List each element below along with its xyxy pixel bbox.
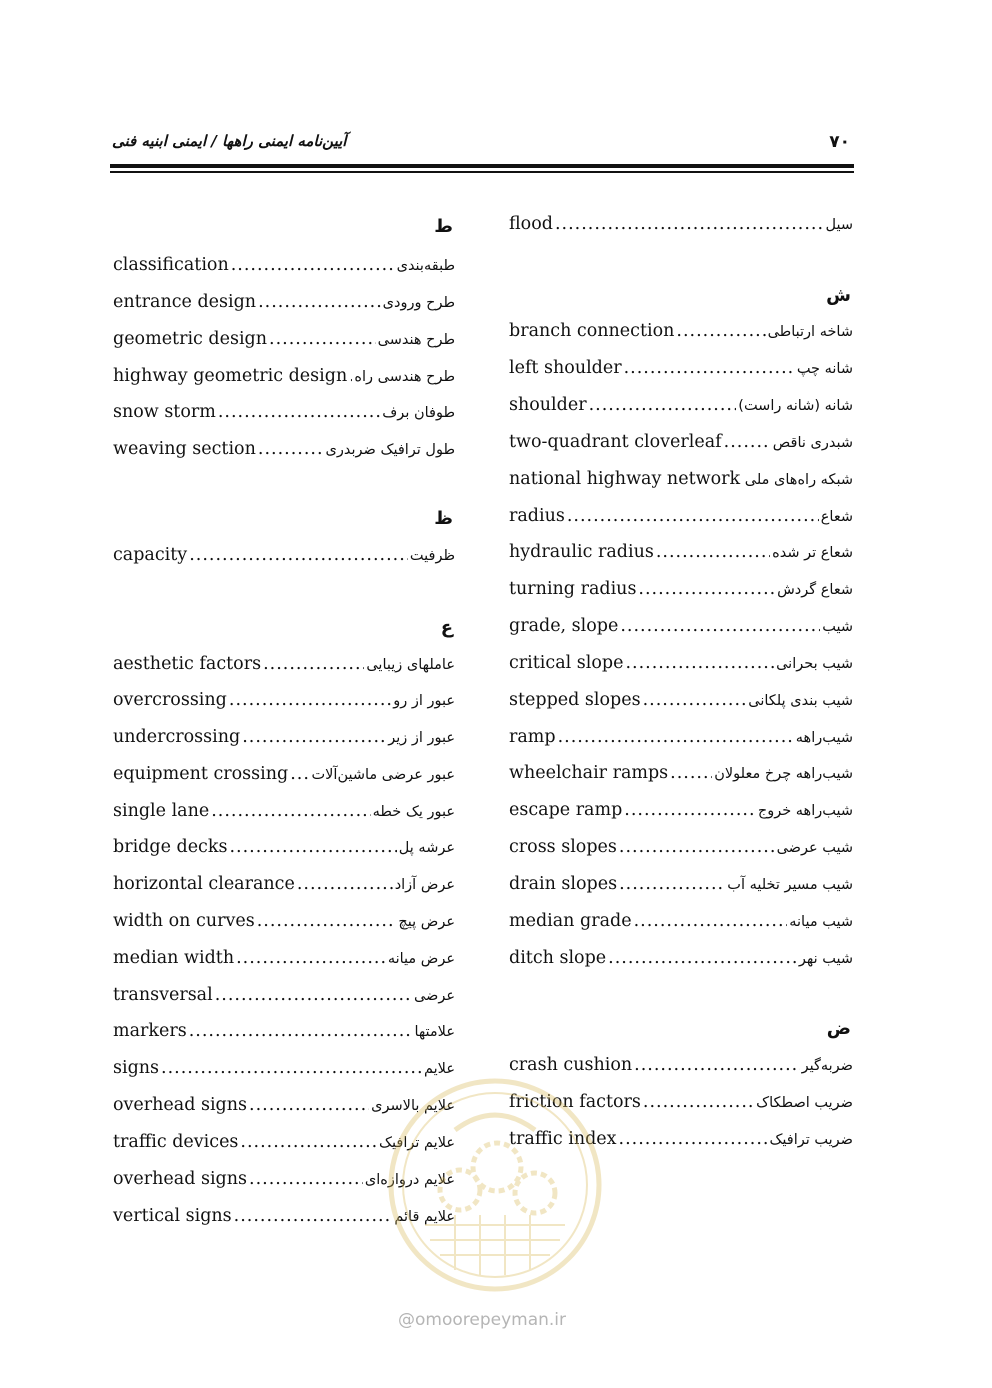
entry-persian: ضریب اصطکاک [756, 1095, 853, 1111]
glossary-entry [113, 727, 455, 753]
entry-persian: عرض میانه [387, 951, 455, 967]
leader-dots [240, 1132, 377, 1152]
entry-persian: علایم دروازه‌ای [364, 1172, 455, 1188]
glossary-entry [113, 1169, 455, 1195]
entry-english: vertical signs [113, 1206, 232, 1226]
entry-english: bridge decks [113, 837, 228, 857]
entry-persian: علایم ترافیک [379, 1135, 455, 1151]
leader-dots [269, 329, 376, 349]
entry-english: single lane [113, 801, 210, 821]
entry-english: cross slopes [509, 837, 617, 857]
glossary-entry [509, 321, 853, 347]
glossary-entry [509, 542, 853, 568]
section-letter: ع [440, 617, 453, 638]
entry-persian: علایم بالاسری [371, 1098, 455, 1114]
leader-dots [608, 948, 797, 968]
page-header [112, 128, 854, 162]
entry-english: overhead signs [113, 1095, 248, 1115]
glossary-entry [509, 214, 853, 240]
entry-persian: شاخه ارتباطی [767, 324, 853, 340]
entry-persian: طول ترافیک ضربدری [325, 442, 455, 458]
glossary-entry [509, 690, 853, 716]
leader-dots [257, 911, 397, 931]
entry-persian: شعاع تر شده [772, 545, 853, 561]
glossary-entry [113, 1058, 455, 1084]
entry-persian: شیب میانه [789, 914, 853, 930]
leader-dots [742, 469, 743, 489]
entry-english: escape ramp [509, 800, 623, 820]
leader-dots [619, 874, 725, 894]
leader-dots [656, 542, 770, 562]
glossary-entry [113, 329, 455, 355]
entry-english: classification [113, 255, 229, 275]
entry-persian: علامتها [414, 1024, 455, 1040]
leader-dots [218, 402, 380, 422]
glossary-entry [113, 1132, 455, 1158]
leader-dots [624, 800, 756, 820]
glossary-entry [509, 432, 853, 458]
section-letter: ض [826, 1018, 851, 1039]
leader-dots [634, 1055, 799, 1075]
entry-persian: شعاع گردش [777, 582, 853, 598]
glossary-entry [113, 801, 455, 827]
page-number: ۷۰ [829, 132, 850, 152]
leader-dots [231, 255, 395, 275]
section-letter: ط [434, 216, 453, 237]
entry-persian: طرح هندسی راه [354, 369, 455, 385]
leader-dots [349, 366, 352, 386]
entry-english: median grade [509, 911, 632, 931]
entry-persian: طرح هندسی [377, 332, 455, 348]
glossary-entry [113, 292, 455, 318]
entry-persian: علایم [424, 1061, 455, 1077]
entry-persian: طرح ورودی [382, 295, 455, 311]
leader-dots [676, 321, 765, 341]
entry-persian: طوفان برف [382, 405, 455, 421]
entry-english: turning radius [509, 579, 637, 599]
entry-persian: ظرفیت [409, 548, 455, 564]
entry-english: shoulder [509, 395, 587, 415]
leader-dots [234, 1206, 393, 1226]
leader-dots [229, 837, 396, 857]
entry-english: ramp [509, 727, 556, 747]
leader-dots [236, 948, 386, 968]
glossary-entry [509, 948, 853, 974]
leader-dots [258, 439, 324, 459]
entry-english: overhead signs [113, 1169, 248, 1189]
entry-persian: شبکه راه‌های ملی [744, 472, 853, 488]
leader-dots [263, 654, 364, 674]
leader-dots [242, 727, 386, 747]
leader-dots [670, 763, 712, 783]
leader-dots [211, 801, 370, 821]
leader-dots [215, 985, 412, 1005]
glossary-entry [509, 874, 853, 900]
entry-persian: شیب بحرانی [776, 656, 853, 672]
glossary-entry [113, 1021, 455, 1047]
leader-dots [290, 764, 309, 784]
entry-english: friction factors [509, 1092, 641, 1112]
glossary-entry [509, 763, 853, 789]
entry-english: horizontal clearance [113, 874, 295, 894]
entry-persian: عبور عرضی ماشین‌آلات [311, 767, 455, 783]
entry-persian: شیب عرضی [776, 840, 853, 856]
glossary-entry [113, 366, 455, 392]
glossary-entry [113, 1095, 455, 1121]
glossary-entry [509, 358, 853, 384]
leader-dots [297, 874, 393, 894]
glossary-entry [113, 948, 455, 974]
entry-persian: عبور از زیر [388, 730, 455, 746]
glossary-entry [113, 874, 455, 900]
leader-dots [567, 506, 819, 526]
entry-persian: شیب مسیر تخلیه آب [727, 877, 853, 893]
glossary-entry [113, 837, 455, 863]
entry-english: highway geometric design [113, 366, 348, 386]
entry-persian: عاملهای زیبایی [366, 657, 455, 673]
section-letter: ش [826, 285, 851, 306]
entry-english: grade, slope [509, 616, 619, 636]
glossary-entry [509, 469, 853, 495]
entry-english: traffic index [509, 1129, 617, 1149]
glossary-entry [509, 800, 853, 826]
entry-english: crash cushion [509, 1055, 633, 1075]
entry-english: national highway network [509, 469, 741, 489]
leader-dots [624, 358, 795, 378]
entry-persian: شعاع [820, 509, 853, 525]
entry-persian: سیل [825, 217, 853, 233]
leader-dots [638, 579, 775, 599]
glossary-entry [113, 545, 455, 571]
glossary-entry [509, 727, 853, 753]
leader-dots [620, 616, 820, 636]
entry-english: wheelchair ramps [509, 763, 669, 783]
running-title: آیین‌نامه ایمنی راهها / ایمنی ابنیه فنی [112, 132, 347, 150]
glossary-entry [113, 911, 455, 937]
leader-dots [619, 837, 775, 857]
glossary-entry [509, 506, 853, 532]
website-watermark: @omoorepeyman.ir [398, 1310, 567, 1330]
section-letter: ظ [434, 508, 453, 529]
glossary-entry [509, 1055, 853, 1081]
leader-dots [249, 1095, 369, 1115]
entry-persian: شیب [822, 619, 853, 635]
entry-english: left shoulder [509, 358, 622, 378]
glossary-entry [113, 255, 455, 281]
entry-english: overcrossing [113, 690, 227, 710]
entry-english: hydraulic radius [509, 542, 654, 562]
leader-dots [555, 214, 824, 234]
entry-english: entrance design [113, 292, 257, 312]
leader-dots [643, 1092, 754, 1112]
header-rule-thick [110, 164, 854, 168]
entry-english: aesthetic factors [113, 654, 262, 674]
entry-persian: شانه چپ [796, 361, 853, 377]
entry-persian: شیب نهر [798, 951, 853, 967]
entry-persian: عرشه پل [398, 840, 455, 856]
entry-persian: شانه (شانه راست) [738, 398, 853, 414]
entry-english: branch connection [509, 321, 675, 341]
leader-dots [558, 727, 794, 747]
glossary-entry [113, 402, 455, 428]
entry-english: traffic devices [113, 1132, 239, 1152]
entry-english: geometric design [113, 329, 268, 349]
glossary-entry [113, 1206, 455, 1232]
leader-dots [161, 1058, 422, 1078]
entry-english: capacity [113, 545, 188, 565]
leader-dots [619, 1129, 768, 1149]
entry-english: transversal [113, 985, 213, 1005]
entry-english: width on curves [113, 911, 255, 931]
leader-dots [589, 395, 737, 415]
entry-english: critical slope [509, 653, 624, 673]
entry-english: flood [509, 214, 553, 234]
glossary-entry [113, 654, 455, 680]
entry-persian: عرض آزاد [394, 877, 455, 893]
entry-persian: ضربه‌گیر [801, 1058, 853, 1074]
entry-persian: شیب‌راهه [795, 730, 853, 746]
entry-english: two-quadrant cloverleaf [509, 432, 722, 452]
header-rule-thin [110, 171, 854, 173]
entry-persian: ضریب ترافیک [769, 1132, 853, 1148]
glossary-entry [509, 395, 853, 421]
entry-english: weaving section [113, 439, 256, 459]
entry-persian: طبقه‌بندی [396, 258, 455, 274]
entry-persian: شیب‌راهه خروج [757, 803, 853, 819]
entry-english: median width [113, 948, 235, 968]
leader-dots [634, 911, 788, 931]
glossary-entry [509, 579, 853, 605]
leader-dots [189, 545, 408, 565]
leader-dots [625, 653, 774, 673]
glossary-entry [113, 439, 455, 465]
glossary-entry [509, 911, 853, 937]
entry-english: ditch slope [509, 948, 607, 968]
leader-dots [249, 1169, 363, 1189]
entry-english: undercrossing [113, 727, 241, 747]
entry-english: signs [113, 1058, 160, 1078]
glossary-entry [509, 653, 853, 679]
entry-persian: علایم قائم [394, 1209, 455, 1225]
glossary-entry [113, 985, 455, 1011]
entry-english: radius [509, 506, 565, 526]
entry-persian: عبور از رو [393, 693, 455, 709]
leader-dots [258, 292, 381, 312]
entry-english: drain slopes [509, 874, 618, 894]
entry-persian: شبدری ناقص [772, 435, 853, 451]
entry-persian: عرضی [413, 988, 455, 1004]
leader-dots [643, 690, 747, 710]
leader-dots [189, 1021, 413, 1041]
entry-persian: عبور یک خطه [372, 804, 455, 820]
entry-persian: شیب بندی پلکانی [748, 693, 853, 709]
leader-dots [724, 432, 771, 452]
entry-english: stepped slopes [509, 690, 641, 710]
entry-persian: شیب‌راهه چرخ معلولان [714, 766, 853, 782]
entry-english: snow storm [113, 402, 216, 422]
glossary-entry [509, 1129, 853, 1155]
entry-english: markers [113, 1021, 187, 1041]
glossary-entry [113, 690, 455, 716]
entry-persian: عرض پیچ [398, 914, 455, 930]
leader-dots [229, 690, 391, 710]
glossary-entry [509, 837, 853, 863]
glossary-entry [113, 764, 455, 790]
glossary-entry [509, 1092, 853, 1118]
entry-english: equipment crossing [113, 764, 289, 784]
glossary-entry [509, 616, 853, 642]
